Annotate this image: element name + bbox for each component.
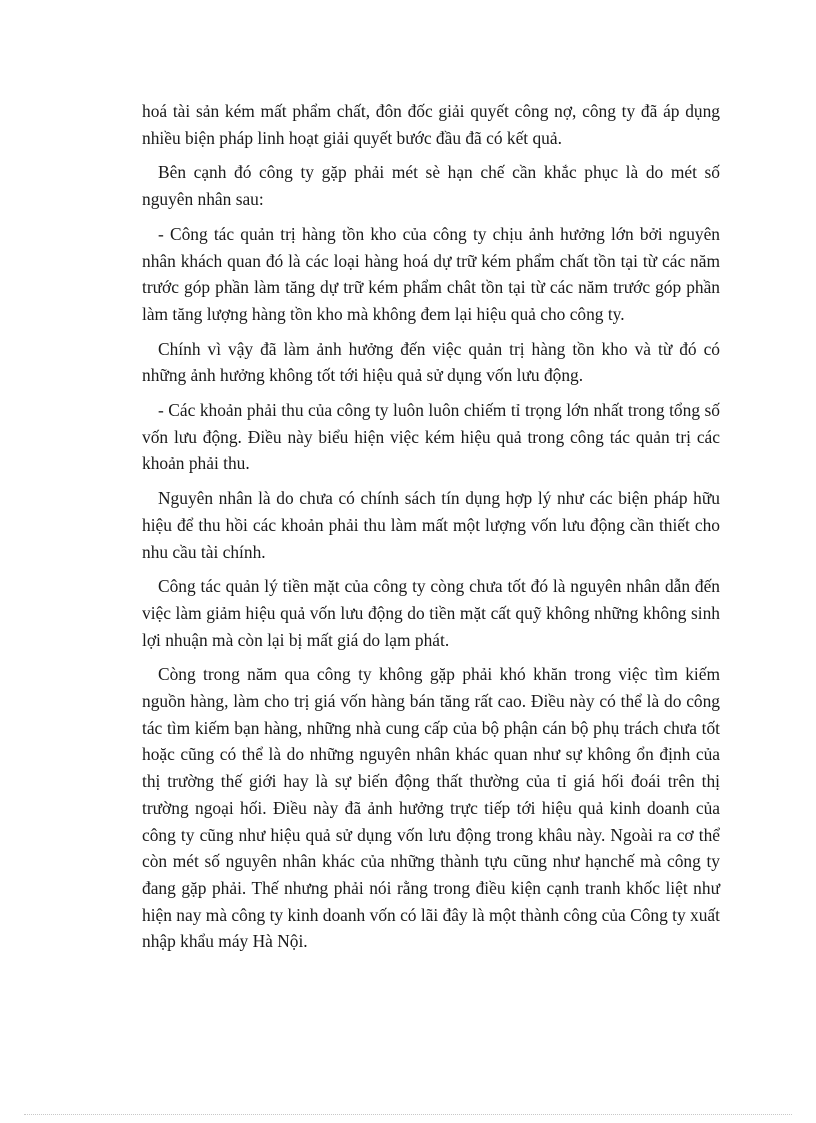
paragraph-receivables: - Các khoản phải thu của công ty luôn luôn chiếm tỉ trọng lớn nhất trong tổng số vốn lưu động. Điều này biểu hiện việc kém hiệu quả trong công tác quản trị các khoản phải thu. — [142, 400, 720, 474]
paragraph-inventory-consequence: Chính vì vậy đã làm ảnh hưởng đến việc quản trị hàng tồn kho và từ đó có những ảnh hưởng không tốt tới hiệu quả sử dụng vốn lưu động. — [142, 338, 720, 386]
page-bottom-divider — [24, 1114, 792, 1115]
paragraph-credit-policy: Nguyên nhân là do chưa có chính sách tín dụng hợp lý như các biện pháp hữu hiệu để thu hồi các khoản phải thu làm mất một lượng vốn lưu động cần thiết cho nhu cầu tài chính. — [142, 488, 720, 562]
paragraph-limitations-intro: Bên cạnh đó công ty gặp phải mét sè hạn chế cần khắc phục là do mét số nguyên nhân sau: — [142, 162, 720, 210]
document-body — [142, 98, 720, 963]
paragraph-cash-management: Công tác quản lý tiền mặt của công ty còng chưa tốt đó là nguyên nhân dẫn đến việc làm giảm hiệu quả vốn lưu động do tiền mặt cất quỹ không những không sinh lợi nhuận mà còn lại bị mất giá do lạm phát. — [142, 576, 720, 650]
paragraph-inventory-management: - Công tác quản trị hàng tồn kho của công ty chịu ảnh hưởng lớn bởi nguyên nhân khách quan đó là các loại hàng hoá dự trữ kém phẩm chất tồn tại từ các năm trước góp phần làm tăng dự trữ kém phẩm chât tồn tại từ các năm trước góp phần làm tăng lượng hàng tồn kho mà không đem lại hiệu quả cho công ty. — [142, 223, 720, 324]
paragraph-sourcing-conclusion: Còng trong năm qua công ty không gặp phải khó khăn trong việc tìm kiếm nguồn hàng, làm cho trị giá vốn hàng bán tăng rất cao. Điều này có thể là do công tác tìm kiếm bạn hàng, những nhà cung cấp của bộ phận cán bộ phụ trách chưa tốt hoặc cũng có thể là do những nguyên nhân khác quan như sự không ổn định của thị trường thế giới hay là sự biến động thất thường của tỉ giá hối đoái trên thị trường ngoại hối. Điều này đã ảnh hưởng trực tiếp tới hiệu quả kinh doanh của công ty cũng như hiệu quả sử dụng vốn lưu động trong khâu này. Ngoài ra cơ thể còn mét số nguyên nhân khác của những thành tựu cũng như hạnchế mà công ty đang gặp phải. Thế nhưng phải nói rằng trong điều kiện cạnh tranh khốc liệt như hiện nay mà công ty kinh doanh vốn có lãi đây là một thành công của Công ty xuất nhập khẩu máy Hà Nội. — [142, 664, 720, 952]
paragraph-continuation: hoá tài sản kém mất phẩm chất, đôn đốc giải quyết công nợ, công ty đã áp dụng nhiều biện pháp linh hoạt giải quyết bước đầu đã có kết quả. — [142, 101, 720, 148]
